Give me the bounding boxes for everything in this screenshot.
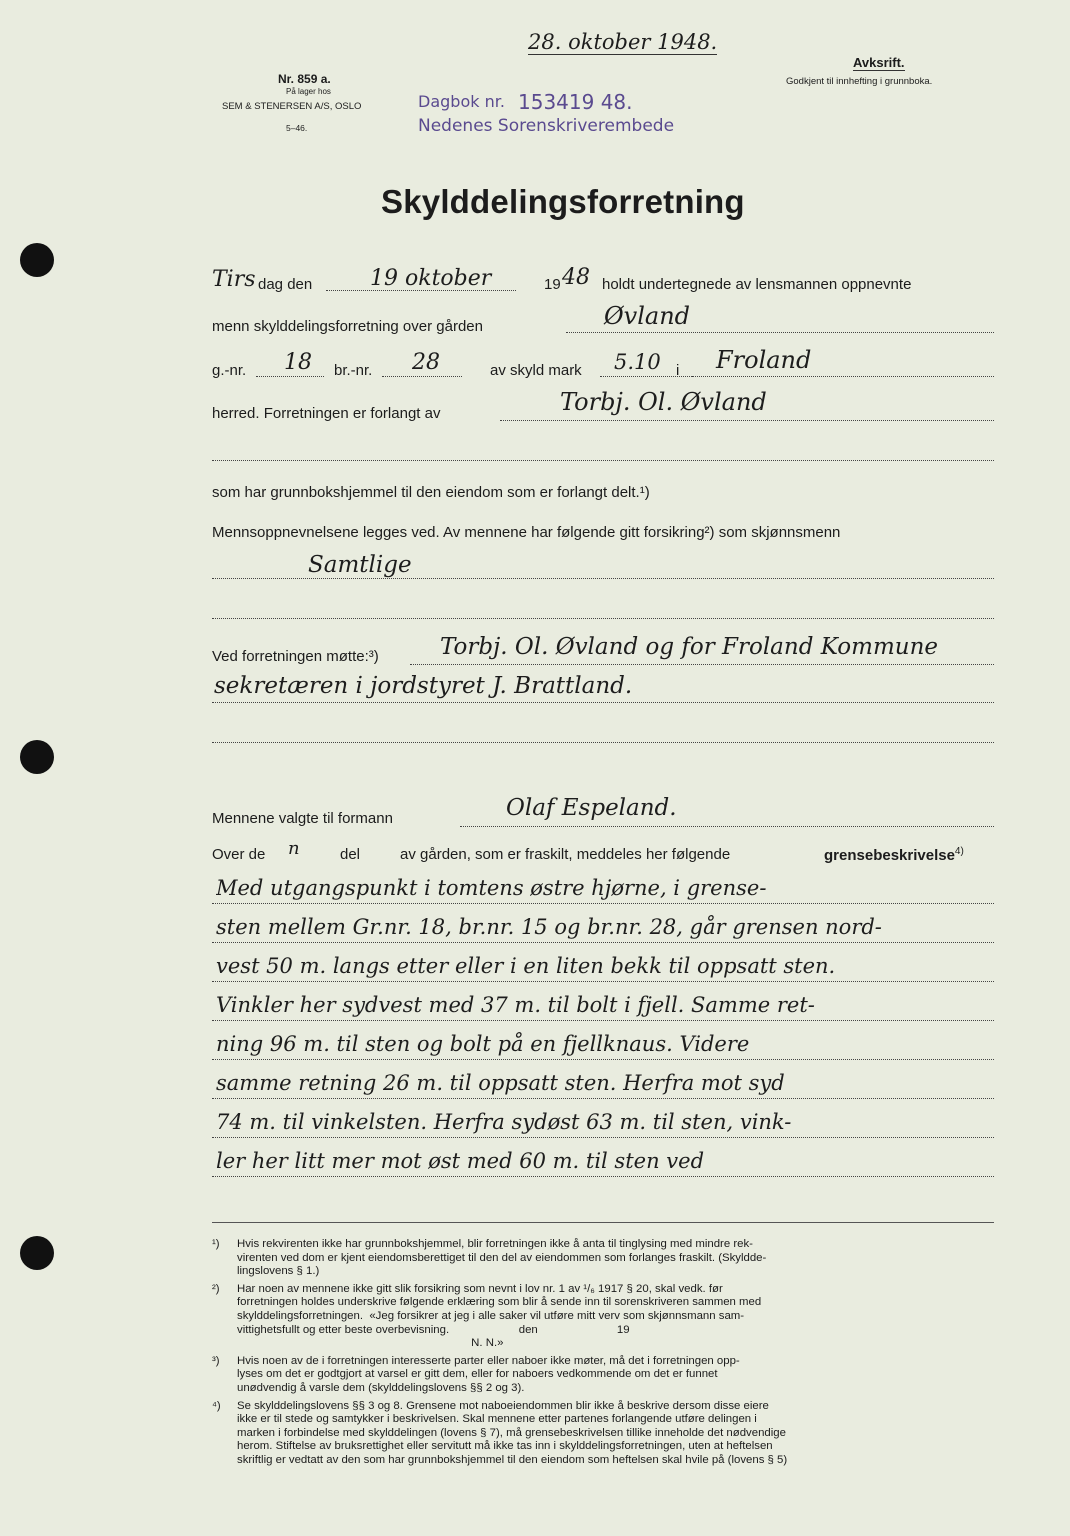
footnote-line: Hvis noen av de i forretningen interesserte parter eller naboer ikke møter, må det i forretningen opp- — [237, 1354, 740, 1367]
footnote — [212, 1355, 1002, 1396]
description-line: ler her litt mer mot øst med 60 m. til sten ved — [216, 1149, 705, 1173]
stamp-diary-label: Dagbok nr. — [418, 92, 505, 111]
brnr-value: 28 — [412, 350, 440, 375]
footnote-line: Se skylddelingslovens §§ 3 og 8. Grensene mot naboeiendommen blir ikke å beskrive dersom disse eiere — [237, 1399, 769, 1412]
gnr-value: 18 — [284, 350, 312, 375]
weekday-handwritten: Tirs — [212, 267, 256, 292]
punch-hole-bottom — [20, 1236, 54, 1270]
document-date: 28. oktober 1948. — [528, 30, 718, 54]
footnote-line: ikke er til stede og samtykker i beskrivelsen. Skal mennene etter partenes forlangende utføre delingen i — [237, 1413, 757, 1426]
publisher-line3: 5–46. — [286, 123, 308, 133]
parcel-label-start: Over de — [212, 846, 266, 863]
stamp-diary-number: 153419 48. — [518, 90, 633, 114]
attendance-line1: Torbj. Ol. Øvland og for Froland Kommune — [440, 634, 939, 660]
footnote-line: skylddelingsforretningen. «Jeg forsikrer at jeg i alle saker vil utføre mitt verv som skjønnsmann sam- — [237, 1309, 745, 1322]
gnr-label: g.-nr. — [212, 362, 247, 379]
footnote-line: vittighetsfullt og etter beste overbevisning. den 19 — [237, 1323, 630, 1336]
description-line: vest 50 m. langs etter eller i en liten bekk til oppsatt sten. — [216, 954, 836, 978]
form-number: Nr. 859 a. — [278, 72, 331, 86]
footnote — [212, 1283, 1002, 1351]
skyld-label: av skyld mark — [490, 362, 582, 379]
footnote-line: N. N.» — [237, 1337, 504, 1350]
attendance-label: Ved forretningen møtte:³) — [212, 648, 379, 665]
footnote-number: ¹) — [212, 1238, 220, 1250]
chairman-label: Mennene valgte til formann — [212, 810, 393, 827]
attendance-line2: sekretæren i jordstyret J. Brattland. — [214, 673, 633, 699]
punch-hole-top — [20, 243, 54, 277]
copy-approval-note: Godkjent til innhefting i grunnboka. — [786, 76, 933, 87]
description-line: samme retning 26 m. til oppsatt sten. Herfra mot syd — [216, 1071, 785, 1095]
municipality-label: i — [676, 362, 680, 379]
footnote-number: ⁴) — [212, 1399, 221, 1412]
footnote-line: Har noen av mennene ikke gitt slik forsikring som nevnt i lov nr. 1 av ¹/₆ 1917 § 20, skal vedk. før — [237, 1282, 723, 1295]
page-title: Skylddelingsforretning — [381, 183, 745, 220]
requester-label: herred. Forretningen er forlangt av — [212, 405, 441, 422]
chairman-name: Olaf Espeland. — [506, 795, 677, 821]
parcel-suffix-handwritten: n — [288, 838, 300, 859]
footnote-number: ³) — [212, 1354, 220, 1367]
farm-name: Øvland — [604, 302, 691, 330]
parcel-label-rest: av gården, som er fraskilt, meddeles her følgende — [400, 846, 731, 863]
description-line: ning 96 m. til sten og bolt på en fjellknaus. Videre — [216, 1032, 750, 1056]
boundary-description-heading: grensebeskrivelse$^{4)}$ — [824, 846, 964, 864]
publisher-line1: På lager hos — [286, 87, 331, 96]
year-suffix: 48 — [562, 265, 590, 290]
description-line: Vinkler her sydvest med 37 m. til bolt i fjell. Samme ret- — [216, 993, 815, 1017]
footnote-line: skriftlig er vedtatt av den som har grunnbokshjemmel til den eiendom som heftelsen skal hvile på (lovens § 5) — [237, 1453, 788, 1466]
footnote-line: lyses om det er godtgjort at varsel er gitt dem, eller for naboers vedkommende om det er funnet — [237, 1368, 718, 1381]
skyld-value: 5.10 — [614, 350, 661, 374]
footnote — [212, 1400, 1002, 1468]
parcel-label-del: del — [340, 846, 361, 863]
footnote-line: Hvis rekvirenten ikke har grunnbokshjemmel, blir forretningen ikke å anta til tinglysing med mindre rek- — [237, 1238, 753, 1250]
description-line: Med utgangspunkt i tomtens østre hjørne, i grense- — [216, 876, 767, 900]
footnote-line: herom. Stiftelse av bruksrettighet eller servitutt må ikke tas inn i skylddelingsforretningen, uten at heftelsen — [237, 1440, 773, 1453]
footnote-number: ²) — [212, 1282, 220, 1295]
footnote-line: marken i forbindelse med skylddelingen (lovens § 7), må grensebeskrivelsen tillike inneholde det nødvendige — [237, 1426, 786, 1439]
line1-text: holdt undertegnede av lensmannen oppnevnte — [602, 276, 912, 293]
assessors-handwritten: Samtlige — [308, 552, 412, 578]
footnote-line: unødvendig å varsle dem (skylddelingslovens §§ 2 og 3). — [237, 1381, 525, 1394]
footnote-line: forretningen holdes underskrive følgende erklæring som blir å sende inn til sorenskriveren sammen med — [237, 1296, 762, 1309]
title-holder-line: som har grunnbokshjemmel til den eiendom som er forlangt delt.¹) — [212, 484, 650, 501]
footnote-line: virenten ved dom er kjent eiendomsberettiget til den del av eiendommen som forlanges fraskilt. (Skyldde- — [237, 1251, 767, 1264]
footnote — [212, 1238, 1002, 1279]
publisher-line2: SEM & STENERSEN A/S, OSLO — [222, 101, 362, 112]
farm-label: menn skylddelingsforretning over gården — [212, 318, 483, 335]
copy-label: Avksrift. — [853, 55, 905, 70]
description-line: 74 m. til vinkelsten. Herfra sydøst 63 m. til sten, vink- — [216, 1110, 792, 1134]
footnote-line: lingslovens § 1.) — [237, 1265, 320, 1278]
requester-name: Torbj. Ol. Øvland — [560, 388, 767, 416]
description-line: sten mellem Gr.nr. 18, br.nr. 15 og br.nr. 28, går grensen nord- — [216, 915, 882, 939]
meeting-date: 19 oktober — [370, 266, 492, 291]
punch-hole-middle — [20, 740, 54, 774]
weekday-suffix: dag den — [258, 276, 313, 293]
brnr-label: br.-nr. — [334, 362, 373, 379]
municipality-name: Froland — [716, 346, 812, 374]
stamp-office-name: Nedenes Sorenskriverembede — [418, 116, 675, 136]
appointment-line: Mennsoppnevnelsene legges ved. Av mennene har følgende gitt forsikring²) som skjønnsmenn — [212, 524, 841, 541]
year-prefix: 19 — [544, 276, 561, 293]
